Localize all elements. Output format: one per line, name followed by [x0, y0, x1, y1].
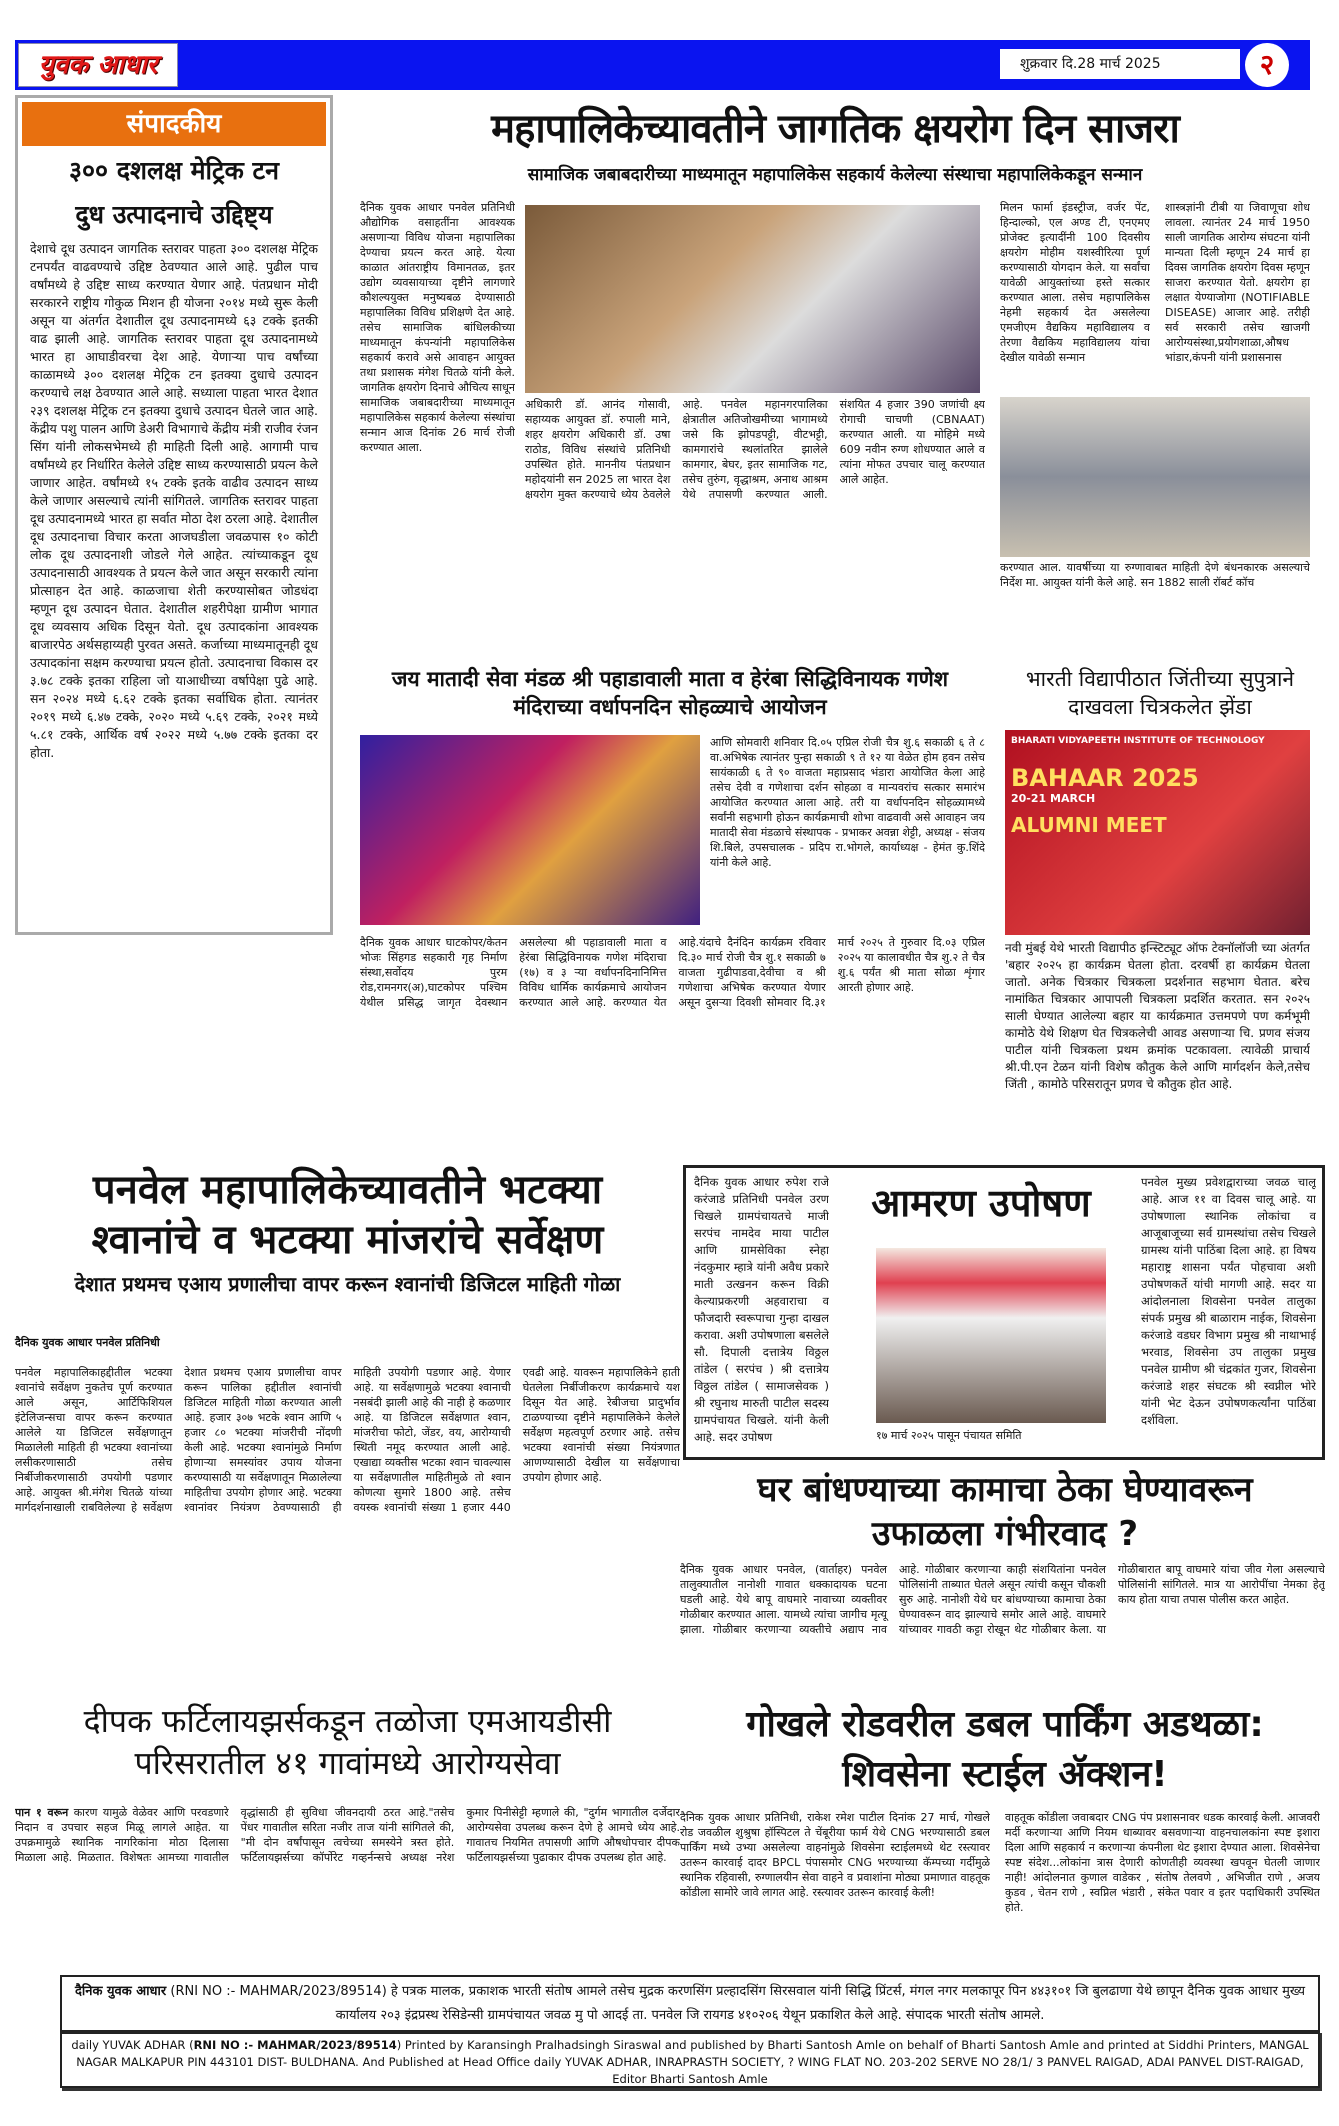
lead-photo-meeting — [1000, 397, 1310, 557]
fast-story-box — [683, 1165, 1325, 1460]
fast-headline: आमरण उपोषण — [871, 1181, 1091, 1225]
editorial-title-line2: दुध उत्पादनाचे उद्दिष्ट्य — [75, 200, 273, 229]
temple-side-text: आणि सोमवारी शनिवार दि.०५ एप्रिल रोजी चैत्र शु.६ सकाळी ६ ते ८ वा.अभिषेक त्यानंतर पुन्हा सकाळी ९ ते १२ या वेळेत होम हवन तसेच सायंकाळी ६ ते ९० वाजता महाप्रसाद भंडारा आयोजित केला आहे तसेच देवी व गणेशाचा दर्शन सोहळा व मान्यवरांच सत्कार समारंभ आयोजित करण्यात आला आहे. तरी या वर्धापनदिन सोहळ्यामध्ये सर्वांनी सहभागी होऊन कार्यक्रमाची शोभा वाढवावी असे आवाहन जय मातादी सेवा मंडळाचे संस्थापक - प्रभाकर अवन्ना शेट्टी, अध्यक्ष - संजय शि.बिले, उपसचालक - प्रदिप रा.भोगले, कार्याध्यक्ष - हेमंत कु.शिंदे यांनी केले आहे. — [710, 736, 985, 869]
lead-headline: महापालिकेच्यावतीने जागतिक क्षयरोग दिन साजरा — [491, 106, 1179, 152]
lead-body-col3: शास्त्रज्ञांनी टीबी या जिवाणूचा शोध लावला. त्यानंतर 24 मार्च 1950 साली जागतिक आरोग्य संघटना यांनी मान्यता दिली म्हणून 24 मार्च हा दिवस जागतिक क्षयरोग दिवस म्हणून साजरा करण्यात येतो. क्षयरोग हा लक्षात येण्याजोगा (NOTIFIABLE DISEASE) आजार आहे. तरीही सर्व सरकारी तसेच खाजगी आरोग्यसंस्था,प्रयोगशाळा,औषध भांडार,कंपनी यांनी प्रशासनास — [1165, 201, 1310, 364]
dogs-headline-line1: पनवेल महापालिकेच्यावतीने भटक्या — [92, 1167, 603, 1213]
imprint-english-a: daily YUVAK ADHAR ( — [71, 2038, 194, 2052]
fast-photo — [876, 1248, 1106, 1423]
imprint-marathi-text: (RNI NO :- MAHMAR/2023/89514) हे पत्रक मालक, प्रकाशक भारती संतोष आमले तसेच मुद्रक करणसिंग प्रल्हादसिंग सिरसवाल यांनी सिद्धि प्रिंटर्स, मंगल नगर मलकापूर पिन ४४३१०१ जि बुलढाणा येथे छापून दैनिक युवक आधार मुख्य कार्यालय २०३ इंद्रप्रस्थ रेसिडेन्सी ग्रामपंचायत जवळ मु पो आदई ता. पनवेल जि रायगड ४१०२०६ येथून प्रकाशित केले आहे. संपादक भारती संतोष आमले. — [170, 1984, 1306, 2023]
temple-headline: जय मातादी सेवा मंडळ श्री पहाडावाली माता व हेरंबा सिद्धिविनायक गणेश मंदिराच्या वर्धापनदिन सोहळ्याचे आयोजन — [391, 667, 949, 719]
dogs-headline-line2: श्वानांचे व भटक्या मांजरांचे सर्वेक्षण — [91, 1217, 604, 1263]
bharati-body: नवी मुंबई येथे भारती विद्यापीठ इन्स्टिट्यूट ऑफ टेक्नॉलॉजी च्या अंतर्गत 'बहार २०२५ हा कार्यक्रम घेतला होता. दरवर्षी हा कार्यक्रम घेतला जातो. अनेक चित्रकार चित्रकला प्रदर्शनात सहभाग घेतात. बरेच नामांकित चित्रकार आपापली चित्रकला प्रदर्शित करतात. सन २०२५ साली घेण्यात आलेल्या बहार या कार्यक्रमात उत्तमपणे पण कर्मभूमी कामोठे येथे शिक्षण घेत चित्रकलेची आवड असणाऱ्या चि. प्रणव संजय पाटील यांनी चित्रकला प्रथम क्रमांक पटकावला. त्यावेळी प्राचार्य श्री.पी.एन टेळन यांनी विशेष कौतुक केले आणि मार्गदर्शन केले,तसेच जिंती , कामोठे परिसरातून प्रणव चे कौतुक होत आहे. — [1005, 941, 1310, 1091]
dogs-byline: दैनिक युवक आधार पनवेल प्रतिनिधी — [15, 1336, 160, 1349]
dogs-body: पनवेल महापालिकाहद्दीतील भटक्या श्वानांचे सर्वेक्षण नुकतेच पूर्ण करण्यात आले असून, आर्टिफिशियल इंटेलिजन्सचा वापर करून करण्यात आलेले या डिजिटल सर्वेक्षणातून मिळालेली माहिती ही भटक्या श्वानांच्या लसीकरणासाठी तसेच निर्बीजीकरणासाठी उपयोगी पडणार आहे. आयुक्त श्री.मंगेश चितळे यांच्या मार्गदर्शनाखाली राबविलेल्या हे सर्वेक्षण देशात प्रथमच एआय प्रणालीचा वापर करून पालिका हद्दीतील श्वानांची डिजिटल माहिती गोळा करण्यात आली आहे. हजार ३०७ भटके श्वान आणि ५ हजार ८० भटक्या मांजरीची नोंदणी केली आहे. भटक्या श्वानांमुळे निर्माण होणाऱ्या समस्यांवर उपाय योजना करण्यासाठी या सर्वेक्षणातून मिळालेल्या माहितीचा उपयोग होणार आहे. भटक्या श्वानांवर नियंत्रण ठेवण्यासाठी ही माहिती उपयोगी पडणार आहे. येणार आहे. या सर्वेक्षणामुळे भटक्या श्वानाची नसबंदी झाली आहे की नाही हे कळणार आहे. या डिजिटल सर्वेक्षणात श्वान, मांजरीचा फोटो, जेंडर, वय, आरोग्याची स्थिती नमूद करण्यात आली आहे. एखाद्या व्यक्तीस भटका श्वान चावल्यास या सर्वेक्षणातील माहितीमुळे तो श्वान कोणत्या सुमारे 1800 आहे. तसेच वयस्क श्वानांची संख्या 1 हजार 440 एवढी आहे. यावरून महापालिकेने हाती घेतलेला निर्बीजीकरण कार्यक्रमाचे यश दिसून येत आहे. रेबीजचा प्रादुर्भाव टाळण्याच्या दृष्टीने महापालिकेने केलेले सर्वेक्षण महत्वपूर्ण ठरणार आहे. तसेच भटक्या श्वानांची संख्या नियंत्रणात आणण्यासाठी देखील या सर्वेक्षणाचा उपयोग होणार आहे. — [15, 1366, 680, 1514]
deepak-headline-line2: परिसरातील ४१ गावांमध्ये आरोग्यसेवा — [134, 1744, 561, 1782]
dogs-subhead: देशात प्रथमच एआय प्रणालीचा वापर करून श्वानांची डिजिटल माहिती गोळा — [74, 1272, 621, 1296]
dispute-headline-line1: घर बांधण्याच्या कामाचा ठेका घेण्यावरून — [757, 1470, 1253, 1510]
masthead — [15, 40, 1310, 90]
imprint-marathi — [60, 1975, 1320, 2030]
newspaper-logo: युवक आधार — [18, 43, 178, 87]
temple-photo — [360, 735, 700, 925]
lead-photo-felicitation — [525, 205, 980, 393]
fast-caption: १७ मार्च २०२५ पासून पंचायत समिति — [876, 1429, 1022, 1442]
temple-body: दैनिक युवक आधार घाटकोपर/केतन भोजः सिंहगड सहकारी गृह निर्माण संस्था,सर्वोदय पुरम रोड,रामनगर(अ),घाटकोपर पश्चिम येथील प्रसिद्ध जागृत देवस्थान असलेल्या श्री पहाडावाली माता व हेरंबा सिद्धिविनायक गणेश मंदिराचा (१७) व ३ ऱ्या वर्धापनदिनानिमित्त विविध धार्मिक कार्यक्रमाचे आयोजन करण्यात आले आहे. करण्यात येत आहे.यंदाचे दैनंदिन कार्यक्रम रविवार दि.३० मार्च रोजी चैत्र शु.१ सकाळी ७ वाजता गुढीपाडवा,देवीचा व श्री गणेशाचा अभिषेक करण्यात येणार असून दुसऱ्या दिवशी सोमवार दि.३१ मार्च २०२५ ते गुरुवार दि.०३ एप्रिल २०२५ या कालावधीत चैत्र शु.२ ते चैत्र शु.६ पर्यंत श्री माता सोळा शृंगार आरती होणार आहे. — [360, 936, 985, 1009]
lead-body-col2: मिलन फार्मा इंडस्ट्रीज, वर्जर पेंट, हिन्दाल्को, एल अण्ड टी, एनएमए प्रोजेक्ट इत्यादींनी 100 दिवसीय क्षयरोग मोहीम यशस्वीरित्या पूर्ण करण्यासाठी योगदान केले. या सर्वांचा यावेळी आयुक्तांच्या हस्ते सत्कार करण्यात आला. तसेच महापालिकेस नेहमी सहकार्य देत असलेल्या एमजीएम वैद्यकिय महाविद्यालय व तेरणा वैद्यकिय महाविद्यालय यांचा देखील यावेळी सन्मान — [1000, 201, 1150, 364]
banner-title: BAHAAR 2025 — [1011, 764, 1199, 792]
deepak-headline-line1: दीपक फर्टिलायझर्सकडून तळोजा एमआयडीसी — [83, 1702, 612, 1740]
deepak-lead-in: पान १ वरून — [15, 1806, 69, 1819]
deepak-body — [15, 1805, 680, 1965]
bharati-headline: भारती विद्यापीठात जिंतीच्या सुपुत्राने दाखवला चित्रकलेत झेंडा — [1025, 667, 1295, 719]
editorial-column — [15, 95, 333, 935]
lead-body-below-photo: अधिकारी डॉ. आनंद गोसावी, सहाय्यक आयुक्त डॉ. रुपाली माने, शहर क्षयरोग अधिकारी डॉ. उषा राठोड, विविध संस्थांचे प्रतिनिधी उपस्थित होते. माननीय पंतप्रधान महोदयांनी सन 2025 ला भारत देश क्षयरोग मुक्त करण्याचे ध्येय ठेवलेले आहे. पनवेल महानगरपालिका क्षेत्रातील अतिजोखमीच्या भागामध्ये जसे कि झोपडपट्टी, वीटभट्टी, कामगारांचे स्थलांतरित झालेले कामगार, बेघर, इतर सामाजिक गट, तसेच तुरुंग, वृद्धाश्रम, अनाथ आश्रम येथे तपासणी करण्यात आली. संशयित 4 हजार 390 जणांची क्ष्य रोगाची चाचणी (CBNAAT) करण्यात आली. या मोहिमे मध्ये 609 नवीन रुग्ण शोधण्यात आले व त्यांना मोफत उपचार चालू करण्यात आले आहेत. — [525, 398, 985, 501]
lead-subhead: सामाजिक जबाबदारीच्या माध्यमातून महापालिकेस सहकार्य केलेल्या संस्थाचा महापालिकेकडून सन्मान — [527, 165, 1143, 185]
editorial-body: देशाचे दूध उत्पादन जागतिक स्तरावर पाहता ३०० दशलक्ष मेट्रिक टनपर्यंत वाढवण्याचे उद्दिष्ट ठेवण्यात आले आहे. पुढील पाच वर्षांमध्ये हे उद्दिष्ट साध्य करण्यात येणार आहे. पंतप्रधान मोदी सरकारने राष्ट्रीय गोकुळ मिशन ही योजना २०१४ मध्ये सुरू केली असून या अंतर्गत देशातील दूध उत्पादनामध्ये ६३ टक्के इतकी वाढ झाली आहे. जागतिक स्तरावर पाहता दूध उत्पादनामध्ये भारत हा आघाडीवरचा देश आहे. येणाऱ्या पाच वर्षांच्या काळामध्ये ३०० दशलक्ष मेट्रिक टन इतक्या दुधाचे उत्पादन करण्याचे लक्ष ठेवण्यात आले आहे. सध्याला पाहता भारत देशात २३९ दशलक्ष मेट्रिक टन इतक्या दुधाचे उत्पादन घेतले जात आहे. केंद्रीय पशु पालन आणि डेअरी विभागाचे केंद्रीय मंत्री राजीव रंजन सिंग यांनी लोकसभेमध्ये ही माहिती दिली आहे. आगामी पाच वर्षांमध्ये हर निर्धारित केलेले उद्दिष्ट साध्य करण्यासाठी प्रयत्न केले जाणार आहेत. वर्षांमध्ये १५ टक्के इतके वाढीव उत्पादन साध्य केले जाणार असल्याचे त्यांनी सांगितले. जागतिक स्तरावर पाहता दूध उत्पादनामध्ये भारत हा सर्वात मोठा देश ठरला आहे. देशातील दूध उत्पादनाचा विचार करता आजघडीला जवळपास १० कोटी लोक दूध उत्पादनाशी जोडले गेले आहेत. त्यांच्याकडून दूध उत्पादनासाठी आवश्यक ते प्रयत्न केले जात असून सरकारी त्यांना प्रोत्साहन देत आहे. काळजाचा शेती करण्यासोबत जोडधंदा म्हणून दूध उत्पादन घेतात. देशातील शहरीपेक्षा ग्रामीण भागात दूध व्यवसाय अधिक दिसून येतो. दूध उत्पादकांना आवश्यक बाजारपेठ अर्थसहाय्यही पुरवत असते. कर्जाच्या माध्यमातूनही दूध उत्पादकांना सक्षम करण्याचा प्रयत्न होतो. उत्पादनाचा विकास दर ३.७८ टक्के इतका राहिला जो याआधीच्या वर्षापेक्षा पुढे आहे. सन २०२४ मध्ये ६.६२ टक्के इतका सर्वाधिक होता. त्यानंतर २०१९ मध्ये ६.४७ टक्के, २०२० मध्ये ५.६९ टक्के, २०२१ मध्ये ५.८१ टक्के, आर्थिक वर्ष २०२२ मध्ये ५.७७ टक्के इतका दर होता. — [30, 241, 318, 760]
parking-left-text: दैनिक युवक आधार प्रतिनिधी, राकेश रमेश पाटील दिनांक 27 मार्च, गोखले रोड जवळील शुश्रुषा हॉस्पिटल ते चेंबूरीया फार्म येथे CNG भरण्यासाठी डबल पार्किंग मध्ये उभ्या असलेल्या वाहनांमुळे शिवसेना स्टाईलमध्ये थेट रस्त्यावर उतरून कारवाई दादर BPCL पंपासमोर CNG भरण्याच्या कॅम्पच्या गर्दीमुळे स्थानिक रहिवासी, रुग्णालयीन सेवा वाहने व प्रवाशांना मोठ्या प्रमाणात वाहतूक कोंडीला सामोरे जावे लागत आहे. रस्त्यावर उतरून कारवाई केली! — [680, 1811, 990, 1899]
dispute-headline-line2: उफाळला गंभीरवाद ? — [871, 1514, 1139, 1554]
parking-headline — [680, 1700, 1330, 1800]
deepak-body-text: कारण यामुळे वेळेवर आणि परवडणारे निदान व उपचार सहज मिळू लागले आहेत. या उपक्रमामुळे स्थानिक नागरिकांना मोठा दिलासा मिळाला आहे. मिळतात. विशेषतः आमच्या गावातील वृद्धांसाठी ही सुविधा जीवनदायी ठरत आहे."तसेच पेंधर गावातील सरिता नजीर ताज यांनी सांगितले की, "मी दोन वर्षांपासून त्वचेच्या समस्येने त्रस्त होते. फर्टिलायझर्सच्या कॉर्पोरेट गव्हर्नन्सचे अध्यक्ष नरेश कुमार पिनीसेट्टी म्हणाले की, "दुर्गम भागातील दर्जेदार आरोग्यसेवा उपलब्ध करून देणे हे आमचे ध्येय आहे. गावातच नियमित तपासणी आणि औषधोपचार दीपक फर्टिलायझर्सच्या पुढाकार दीपक उपलब्ध होत आहे. — [15, 1806, 680, 1864]
fast-right-text: पनवेल मुख्य प्रवेशद्वाराच्या जवळ चालू आहे. आज ११ वा दिवस चालू आहे. या उपोषणाला स्थानिक लोकांचा व आजूबाजूच्या सर्व ग्रामस्थांचा तसेच चिखले ग्रामस्थ यांनी पाठिंबा दिला आहे. हा विषय महाराष्ट्र शासना पर्यंत पोहचावा अशी उपोषणकर्ते यांची मागणी आहे. सदर या आंदोलनाला शिवसेना पनवेल तालुका संपर्क प्रमुख श्री बाळाराम नाईक, शिवसेना करंजाडे वडघर विभाग प्रमुख श्री नाथाभाई भरवाड, शिवसेना उप तालुका प्रमुख पनवेल ग्रामीण श्री चंद्रकांत गुजर, शिवसेना करंजाडे शहर संघटक श्री स्वप्नील भोरे यांनी भेट देऊन उपोषणकर्त्यांना पाठिंबा दर्शविला. — [1141, 1175, 1316, 1427]
issue-date: शुक्रवार दि.28 मार्च 2025 — [1000, 49, 1240, 79]
banner-dates: 20-21 MARCH — [1011, 792, 1096, 805]
dispute-headline — [680, 1468, 1330, 1556]
parking-right-text: वाहतूक कोंडीला जवाबदार CNG पंप प्रशासनावर धडक कारवाई केली. आजवरी मर्दी करणाऱ्या आणि नियम धाब्यावर बसवणाऱ्या वाहनचालकांना स्पष्ट इशारा दिला आणि सहकार्य न करणाऱ्या कंपनीला थेट इशारा देण्यात आला. शिवसेनेचा स्पष्ट संदेश...लोकांना त्रास देणारी कोणतीही व्यवस्था खपवून घेतली जाणार नाही! आंदोलनात कुणाल वाडेकर , संतोष तेलवणे , अभिजीत राणे , अजय कुडव , चेतन राणे , स्वप्निल भंडारी , संकेत पवार व इतर पदाधिकारी उपस्थित होते. — [1005, 1811, 1320, 1914]
deepak-headline — [15, 1700, 680, 1784]
imprint-english — [60, 2030, 1320, 2088]
page-number: २ — [1245, 43, 1289, 87]
editorial-title-line1: ३०० दशलक्ष मेट्रिक टन — [69, 156, 279, 185]
imprint-paper-name: दैनिक युवक आधार — [74, 1984, 167, 1999]
imprint-rni: RNI NO :- MAHMAR/2023/89514 — [193, 2038, 397, 2052]
fast-left-text: दैनिक युवक आधार रुपेश राजे करंजाडे प्रतिनिधी पनवेल उरण चिखले ग्रामपंचायतचे माजी सरपंच नामदेव माया पाटील आणि ग्रामसेविका स्नेहा नंदकुमार म्हात्रे यांनी अवैध प्रकारे माती उत्खनन करून विक्री केल्याप्रकरणी अहवाराचा व फौजदारी स्वरूपाचा गुन्हा दाखल करावा. अशी उपोषणाला बसलेले सौ. दिपाली दत्तात्रेय विठ्ठल तांडेल ( सरपंच ) श्री दत्तात्रेय विठ्ठल तांडेल ( सामाजसेवक ) श्री रघुनाथ मारुती पाटील सदस्य ग्रामपंचायत चिखले. यांनी केली आहे. सदर उपोषण — [694, 1175, 829, 1444]
lead-body-right-below: करण्यात आल. यावर्षीच्या या रुग्णावाबत माहिती देणे बंधनकारक असल्याचे निर्देश मा. आयुक्त यांनी केले आहे. सन 1882 साली रॉबर्ट कॉच — [1000, 561, 1310, 589]
dogs-headline — [15, 1165, 680, 1265]
parking-headline-line2: शिवसेना स्टाईल ॲक्शन! — [842, 1754, 1168, 1795]
banner-org: BHARATI VIDYAPEETH INSTITUTE OF TECHNOLOGY — [1011, 736, 1265, 746]
bharati-banner-photo — [1005, 730, 1310, 935]
banner-subtitle: ALUMNI MEET — [1011, 813, 1167, 837]
parking-headline-line1: गोखले रोडवरील डबल पार्किंग अडथळा: — [746, 1704, 1264, 1745]
dispute-body: दैनिक युवक आधार पनवेल, (वार्ताहर) पनवेल तालुक्यातील नानोशी गावात धक्कादायक घटना घडली आहे. येथे बापू वाघमारे नावाच्या व्यक्तीवर गोळीबार करण्यात आला. यामध्ये त्यांचा जागीच मृत्यू झाला. गोळीबार करणाऱ्या व्यक्तीचे अद्याप नाव आहे. गोळीबार करणाऱ्या काही संशयितांना पनवेल पोलिसांनी ताब्यात घेतले असून त्यांची कसून चौकशी सुरु आहे. नानोशी येथे घर बांधण्याच्या कामाचा ठेका घेण्यावरून वाद झाल्याचे समोर आले आहे. वाघमारे यांच्यावर गावठी कट्टा रोखून थेट गोळीबार केला. या गोळीबारात बापू वाघमारे यांचा जीव गेला असल्याचे पोलिसांनी सांगितले. मात्र या आरोपींचा नेमका हेतू काय होता याचा तपास पोलीस करत आहेत. — [680, 1563, 1325, 1636]
imprint-english-b: ) Printed by Karansingh Pralhadsingh Siraswal and published by Bharti Santosh Amle on behalf of Bharti Santosh Amle and printed at Siddhi Printers, MANGAL NAGAR MALKAPUR PIN 443101 DIST- BULDHANA. And Published at Head Office daily YUVAK ADHAR, INRAPRASTH SOCIETY, ? WING FLAT NO. 203-202 SERVE NO 28/1/ 3 PANVEL RAIGAD, ADAI PANVEL DIST-RAIGAD, Editor Bharti Santosh Amle — [76, 2038, 1309, 2086]
lead-body-col1: दैनिक युवक आधार पनवेल प्रतिनिधी औद्योगिक वसाहतींना आवश्यक असणाऱ्या विविध योजना महापालिका देण्याचा प्रयत्न करत आहे. येत्या काळात आंतराष्ट्रीय विमानतळ, इतर उद्योग व्यवसायाच्या दृष्टीने लागणारे कौशल्ययुक्त मनुष्यबळ देण्यासाठी महापालिका विविध प्रशिक्षणे देत आहे. तसेच सामाजिक बांधिलकीच्या माध्यमातून कंपन्यांनी महापालिकेस सहकार्य करावे असे आवाहन आयुक्त तथा प्रशासक मंगेश चितळे यांनी केले. जागतिक क्षयरोग दिनाचे औचित्य साधून सामाजिक जबाबदारीच्या माध्यमातून महापालिकेस सहकार्य केलेल्या संस्थांचा सन्मान आज दिनांक 26 मार्च रोजी करण्यात आला. — [360, 201, 515, 454]
editorial-label: संपादकीय — [22, 102, 326, 146]
